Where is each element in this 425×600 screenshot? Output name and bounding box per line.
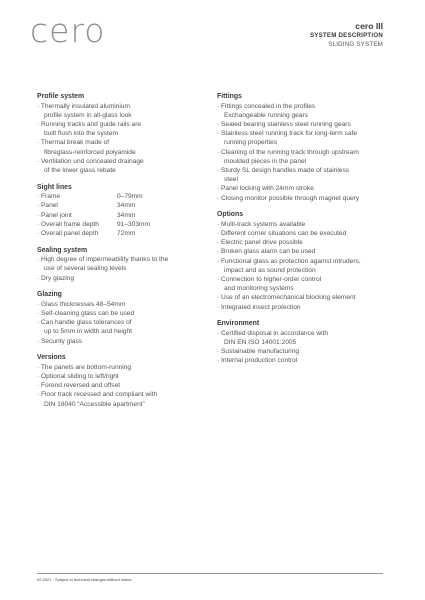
section-title: Fittings [217, 93, 242, 100]
list-item: · Sealed bearing stainless steel running gears [217, 120, 351, 128]
section-lines [217, 329, 395, 366]
list-item: · Use of an electromechanical blocking element [217, 294, 356, 302]
list-item-continuation: and monitoring systems [224, 285, 294, 293]
list-item: · Dry glazing [37, 274, 75, 282]
section-fittings [217, 92, 395, 203]
section-sight-lines [37, 183, 212, 239]
section-lines [37, 363, 212, 409]
sight-line-label: · Frame [37, 193, 61, 201]
list-item-continuation: DIN EN ISO 14001:2005 [224, 338, 297, 346]
list-item: · Optional sliding to left/right [37, 372, 119, 380]
product-name: cero III [355, 21, 383, 31]
section-lines [37, 102, 212, 176]
list-item: · Cleaning of the running track through upstream [217, 148, 359, 156]
list-item: · Floor track recessed and compliant with [37, 391, 158, 399]
list-item-continuation: fibreglass-reinforced polyamide [44, 148, 136, 156]
document-subtitle: SLIDING SYSTEM [328, 41, 383, 48]
list-item-continuation: up to 5mm in width and height [44, 328, 132, 336]
sight-lines-table [37, 192, 212, 238]
section-lines [37, 300, 212, 346]
list-item: · Stainless steel running track for long-term safe [217, 130, 357, 138]
list-item: · High degree of impermeability thanks to the [37, 256, 169, 264]
section-lines [37, 255, 212, 283]
section-glazing [37, 290, 212, 346]
list-item: · Certified disposal in accordance with [217, 329, 329, 337]
list-item: · Different corner situations can be executed [217, 229, 347, 237]
section-profile-system [37, 92, 212, 175]
list-item-continuation: DIN 18040 “Accessible apartment” [44, 400, 145, 408]
sight-line-value: 34mm [117, 211, 136, 219]
list-item: · Integrated insect protection [217, 303, 301, 311]
list-item-continuation: impact and as sound protection [224, 266, 316, 274]
list-item: · Fittings concealed in the profiles [217, 102, 316, 110]
list-item-continuation: Exchangeable running gears [224, 111, 308, 119]
list-item: · Connection to higher-order control [217, 275, 322, 283]
sight-line-row [37, 201, 212, 210]
section-title: Profile system [37, 93, 85, 100]
list-item: · Thermal break made of [37, 139, 110, 147]
list-item: · Internal production control [217, 357, 298, 365]
list-item: · Running tracks and guide rails are [37, 120, 142, 128]
sight-line-label: · Overall panel depth [37, 229, 99, 237]
section-title: Sight lines [37, 183, 72, 191]
sight-line-label: · Overall frame depth [37, 220, 99, 228]
section-environment [217, 319, 395, 365]
section-lines [217, 220, 395, 312]
sight-line-value: 34mm [117, 202, 136, 210]
list-item: · Sustainable manufacturing [217, 348, 300, 356]
sight-line-value: 0–79mm [117, 193, 143, 201]
section-lines [217, 102, 395, 203]
footer-divider [37, 573, 383, 574]
list-item: · The panels are bottom-running [37, 363, 132, 371]
list-item-continuation: profile system in all-glass look [44, 111, 132, 119]
list-item-continuation: built flush into the system [44, 130, 119, 138]
list-item-continuation: running properties [224, 139, 278, 147]
list-item-continuation: of the lower glass rebate [44, 166, 116, 174]
list-item: · Forend reversed and offset [37, 382, 121, 390]
sight-line-label: · Panel [37, 202, 58, 210]
document-header [310, 22, 383, 49]
list-item-continuation: use of several sealing levels [44, 265, 127, 273]
section-title: Environment [217, 320, 260, 328]
list-item: · Closing monitor possible through magnet query [217, 194, 360, 202]
sight-line-row [37, 220, 212, 229]
list-item: · Broken glass alarm can be used [217, 248, 316, 256]
list-item-continuation: steel [224, 176, 238, 184]
section-versions [37, 353, 212, 409]
list-item: · Can handle glass tolerances of [37, 319, 132, 327]
list-item: · Panel locking with 24mm stroke [217, 185, 314, 193]
footer-note: 02.2021 · Subject to technical changes without notice. [37, 577, 133, 582]
section-options [217, 210, 395, 312]
list-item: · Security glass [37, 337, 83, 345]
document-title: SYSTEM DESCRIPTION [309, 32, 383, 39]
list-item-continuation: moulded pieces in the panel [224, 157, 307, 165]
brand-logo: cero [30, 11, 106, 50]
list-item: · Electric panel drive possible [217, 239, 303, 247]
list-item: · Ventilation und concealed drainage [37, 157, 144, 165]
section-title: Versions [37, 354, 66, 362]
section-title: Options [217, 211, 244, 219]
sight-line-row [37, 192, 212, 201]
right-column [217, 92, 395, 366]
left-column [37, 92, 212, 409]
list-item: · Thermally insulated aluminium [37, 102, 130, 110]
sight-line-value: 91–303mm [117, 220, 150, 228]
list-item: · Functional glass as protection against intruders, [217, 257, 361, 265]
sight-line-value: 72mm [117, 229, 136, 237]
section-title: Sealing system [37, 246, 88, 254]
list-item: · Glass thicknesses 48–54mm [37, 300, 126, 308]
sight-line-row [37, 229, 212, 238]
section-sealing-system [37, 246, 212, 283]
section-title: Glazing [37, 291, 62, 299]
sight-line-label: · Panel joint [37, 211, 72, 219]
list-item: · Sturdy SL design handles made of stainless [217, 166, 350, 174]
list-item: · Self-cleaning glass can be used [37, 309, 135, 317]
sight-line-row [37, 211, 212, 220]
list-item: · Multi-track systems available [217, 220, 306, 228]
